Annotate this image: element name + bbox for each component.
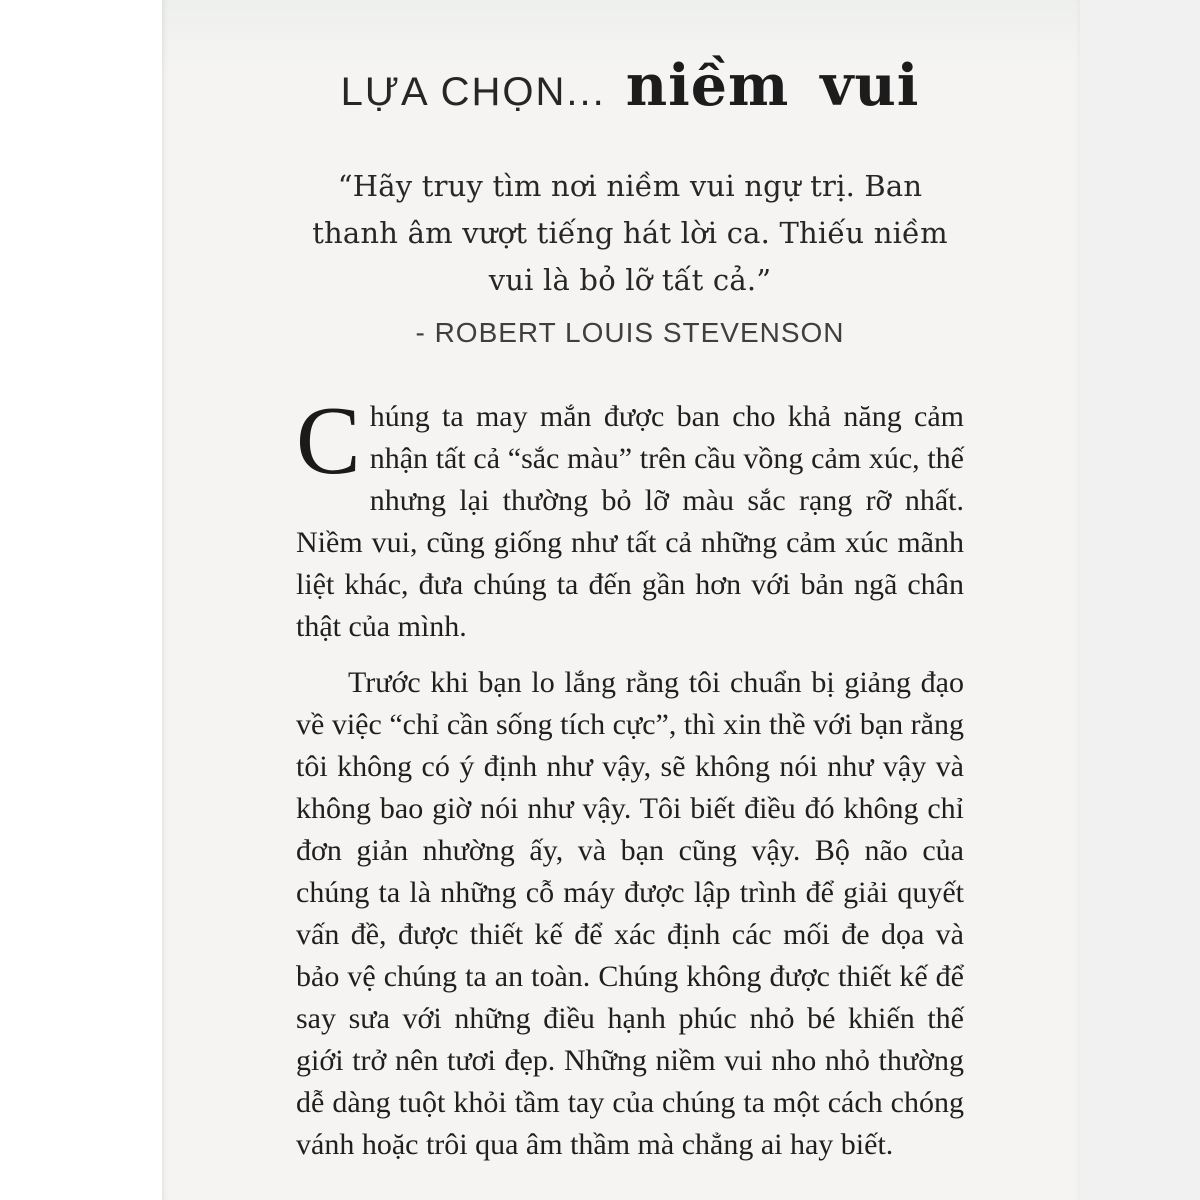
quote-line: “Hãy truy tìm nơi niềm vui ngự trị. Ban (337, 169, 923, 203)
epigraph-quote (296, 163, 964, 304)
paragraph-text: Trước khi bạn lo lắng rằng tôi chuẩn bị giảng đạo về việc “chỉ cần sống tích cực”, thì xin thề với bạn rằng tôi không có ý định như vậy, sẽ không nói như vậy và không bao giờ nói như vậy. Tôi biết điều đó không chỉ đơn giản nhường ấy, và bạn cũng vậy. Bộ não của chúng ta là những cỗ máy được lập trình để giải quyết vấn đề, được thiết kế để xác định các mối đe dọa và bảo vệ chúng ta an toàn. Chúng không được thiết kế để say sưa với những điều hạnh phúc nhỏ bé khiến thế giới trở nên tươi đẹp. Những niềm vui nho nhỏ thường dễ dàng tuột khỏi tầm tay của chúng ta một cách chóng vánh hoặc trôi qua âm thầm mà chẳng ai hay biết. (296, 666, 964, 1161)
book-page (162, 0, 1080, 1200)
quote-attribution: - ROBERT LOUIS STEVENSON (415, 317, 845, 348)
page-content (296, 0, 964, 1166)
page-title (296, 50, 964, 137)
right-margin (1080, 0, 1200, 1200)
body-paragraph (296, 387, 964, 648)
body-paragraph (296, 662, 964, 1166)
page-title-plain: LỰA CHỌN... (340, 70, 606, 114)
left-margin (0, 0, 162, 1200)
quote-line: thanh âm vượt tiếng hát lời ca. Thiếu niềm (312, 216, 948, 250)
page-title-accent: niềm vui (625, 52, 920, 119)
drop-cap: C (296, 387, 361, 494)
quote-line: vui là bỏ lỡ tất cả.” (488, 263, 772, 297)
paragraph-text: húng ta may mắn được ban cho khả năng cảm nhận tất cả “sắc màu” trên cầu vồng cảm xúc, thế nhưng lại thường bỏ lỡ màu sắc rạng rỡ nhất. Niềm vui, cũng giống như tất cả những cảm xúc mãnh liệt khác, đưa chúng ta đến gần hơn với bản ngã chân thật của mình. (296, 400, 964, 643)
